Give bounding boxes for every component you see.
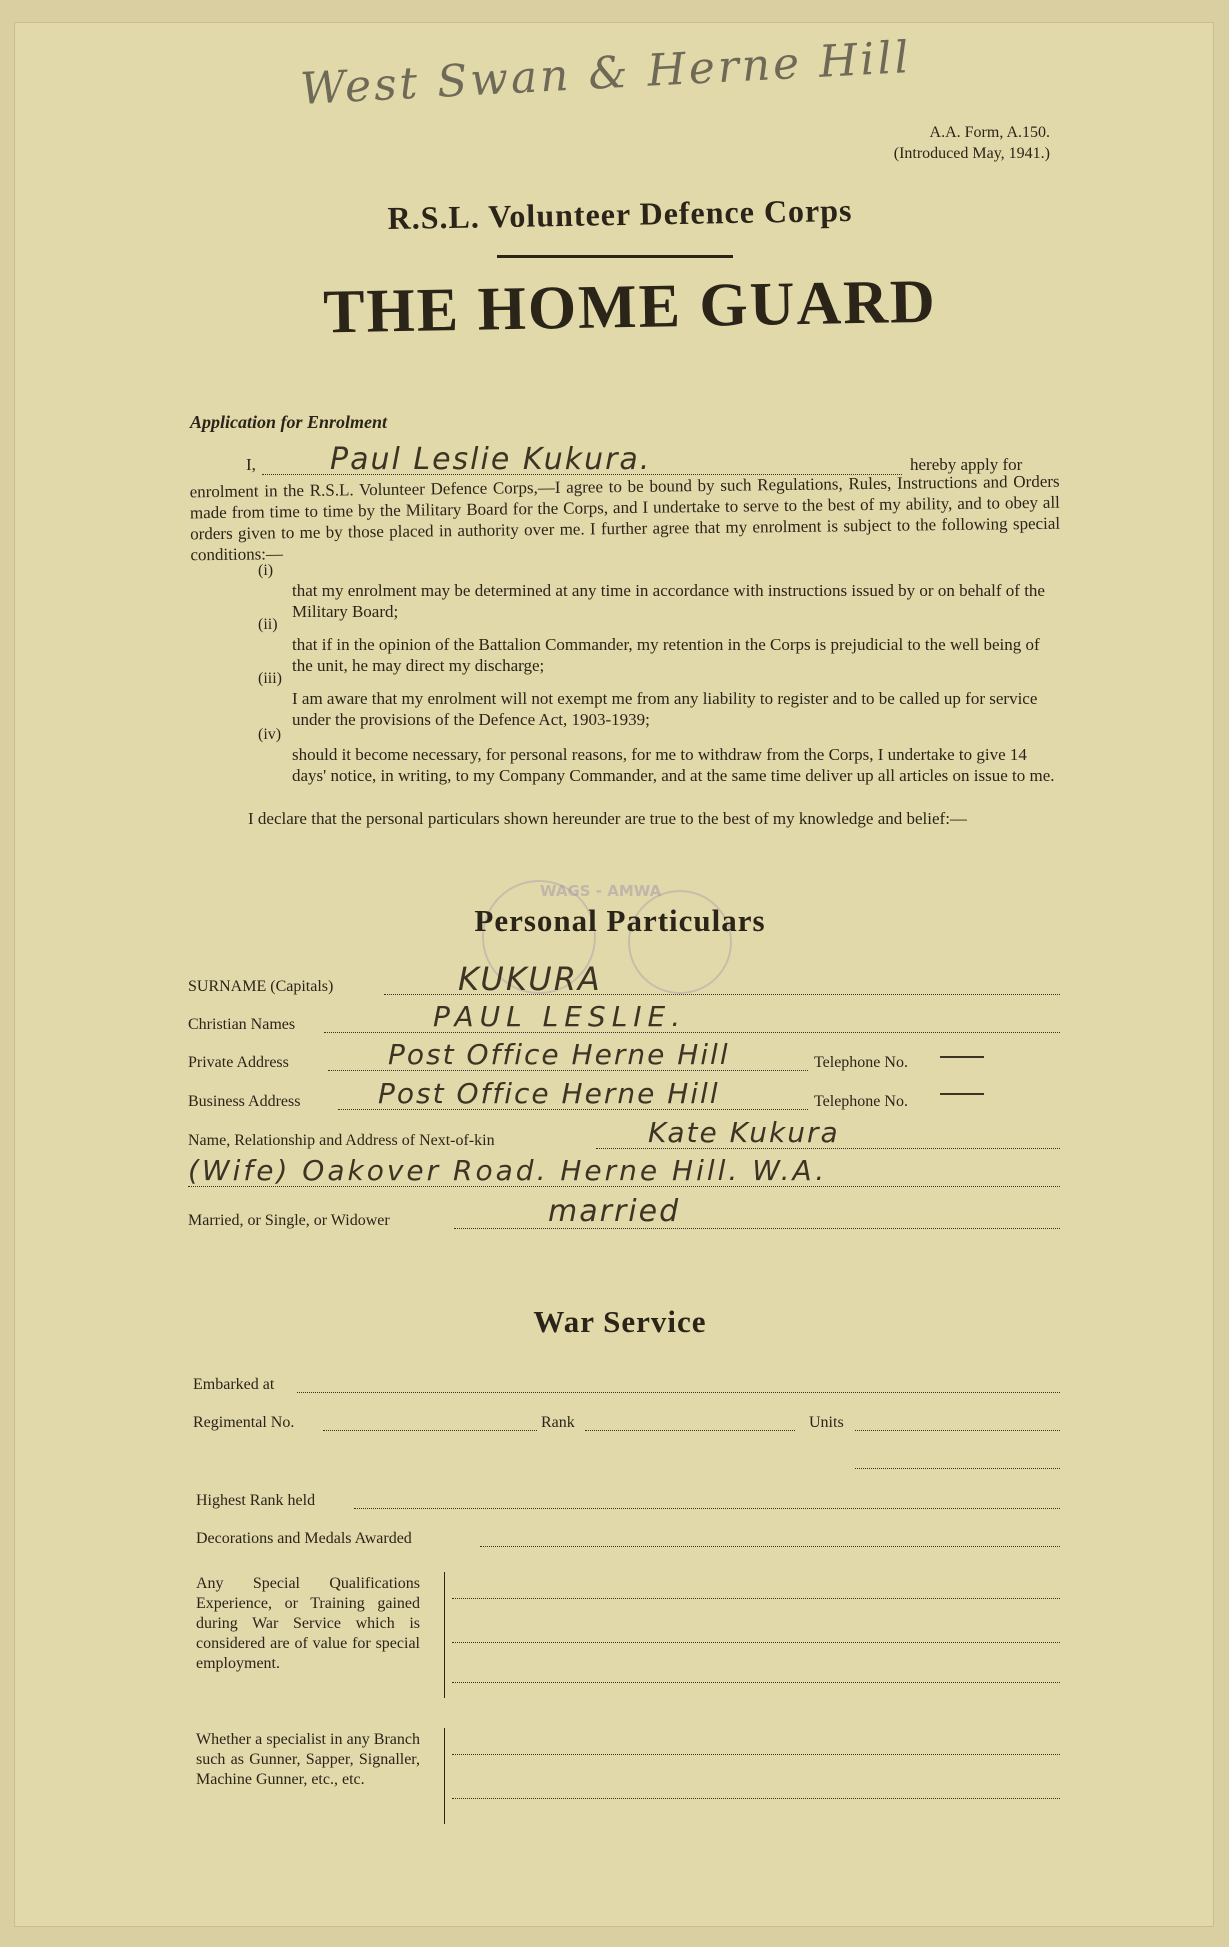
applicant-statement: enrolment in the R.S.L. Volunteer Defence Corps,—I agree to be bound by such Regulations, Rules, Instructions and Orders made from time to time by the Military Board for the Corps, and I undertake to serve to the best of my ability, and to obey all orders given to me by those placed in authority over me. I further agree that my enrolment is subject to the following special conditions:— bbox=[189, 471, 1061, 565]
declaration: I declare that the personal particulars shown hereunder are true to the best of my knowledge and belief:— bbox=[248, 809, 967, 828]
applicant-suffix: hereby apply for bbox=[910, 455, 1023, 474]
next-of-kin-address-value: (Wife) Oakover Road. Herne Hill. W.A. bbox=[188, 1154, 828, 1187]
condition-item: (iv) should it become necessary, for personal reasons, for me to withdraw from the Corps, I undertake to give 14 days' notice, in writing, to my Company Commander, and at the same time deliver up all articles on issue to me. bbox=[258, 726, 1055, 785]
qualifications-brace bbox=[444, 1572, 445, 1698]
next-of-kin-value: Kate Kukura bbox=[648, 1116, 840, 1149]
christian-names-row: Christian Names PAUL LESLIE. bbox=[188, 1004, 1060, 1034]
war-service-heading: War Service bbox=[533, 1304, 707, 1339]
form-number: A.A. Form, A.150. bbox=[929, 124, 1050, 141]
personal-heading: Personal Particulars bbox=[474, 903, 766, 938]
condition-item: (i) that my enrolment may be determined at any time in accordance with instructions issued by or on behalf of the Military Board; bbox=[258, 562, 1045, 621]
decorations-row: Decorations and Medals Awarded bbox=[196, 1530, 1060, 1554]
corps-title: R.S.L. Volunteer Defence Corps bbox=[387, 191, 853, 237]
form-number-block bbox=[760, 122, 1050, 164]
condition-item: (ii) that if in the opinion of the Battalion Commander, my retention in the Corps is prejudicial to the well being of the unit, he may direct my discharge; bbox=[258, 616, 1040, 675]
marital-status-value: married bbox=[548, 1194, 681, 1229]
application-heading: Application for Enrolment bbox=[190, 412, 388, 432]
applicant-prefix: I, bbox=[246, 455, 256, 474]
business-address-row: Business Address Post Office Herne Hill Telephone No. bbox=[188, 1081, 1060, 1111]
regimental-row: Regimental No. Rank Units bbox=[193, 1414, 1060, 1438]
watermark-text: WAGS - AMWA bbox=[540, 882, 662, 900]
pencil-note: West Swan & Herne Hill bbox=[299, 32, 913, 115]
embarked-row: Embarked at bbox=[193, 1376, 1060, 1400]
title-rule bbox=[497, 255, 733, 258]
private-address-value: Post Office Herne Hill bbox=[388, 1038, 730, 1071]
specialist-block: Whether a specialist in any Branch such as Gunner, Sapper, Signaller, Machine Gunner, etc., etc. bbox=[196, 1728, 1060, 1828]
next-of-kin-address-row bbox=[188, 1154, 1060, 1188]
private-address-row: Private Address Post Office Herne Hill Telephone No. bbox=[188, 1042, 1060, 1072]
qualifications-block: Any Special Qualifications Experience, or Training gained during War Service which is considered are of value for special employment. bbox=[196, 1572, 1060, 1702]
business-address-value: Post Office Herne Hill bbox=[378, 1077, 720, 1110]
condition-item: (iii) I am aware that my enrolment will not exempt me from any liability to register and to be called up for service under the provisions of the Defence Act, 1903-1939; bbox=[258, 670, 1038, 729]
main-title: THE HOME GUARD bbox=[322, 267, 938, 347]
christian-names-value: PAUL LESLIE. bbox=[433, 1000, 687, 1033]
specialist-brace bbox=[444, 1728, 445, 1824]
applicant-name: Paul Leslie Kukura. bbox=[330, 442, 652, 477]
marital-status-row: Married, or Single, or Widower married bbox=[188, 1196, 1060, 1226]
surname-value: KUKURA bbox=[458, 960, 602, 998]
next-of-kin-row: Name, Relationship and Address of Next-of-kin Kate Kukura bbox=[188, 1120, 1060, 1150]
units-extra-line bbox=[855, 1468, 1060, 1469]
surname-row: SURNAME (Capitals) KUKURA bbox=[188, 966, 1060, 996]
form-introduced: (Introduced May, 1941.) bbox=[893, 145, 1050, 162]
highest-rank-row: Highest Rank held bbox=[196, 1492, 1060, 1516]
